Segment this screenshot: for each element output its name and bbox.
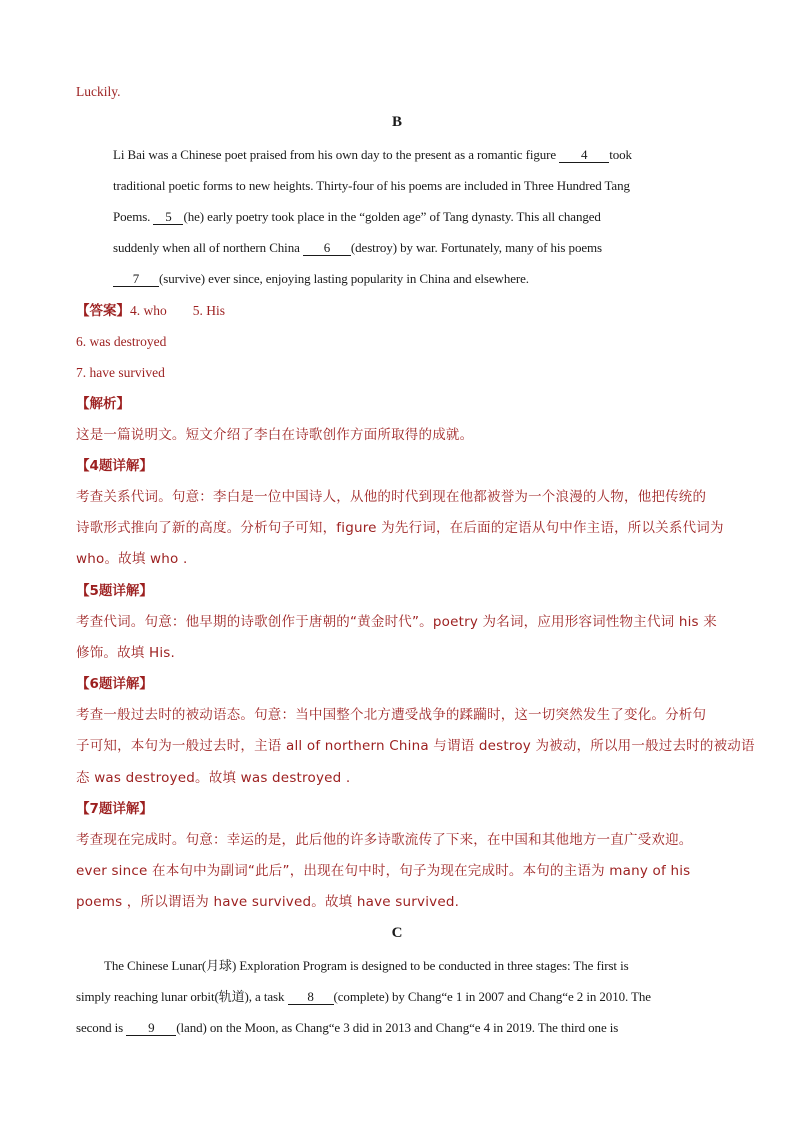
detail-4-tag: 【4题详解】: [76, 458, 153, 474]
blank-4[interactable]: 4: [559, 147, 609, 163]
answer-tag: 【答案】: [76, 303, 130, 319]
passage-b-line-1: [113, 146, 632, 164]
section-b-heading: B: [391, 114, 402, 130]
detail-7-line-2: ever since 在本句中为副词“此后”，出现在句中时，句子为现在完成时。本句的主语为 many of his: [76, 863, 691, 879]
passage-text: simply reaching lunar orbit(轨道), a task: [76, 989, 288, 1004]
passage-text: (destroy) by war. Fortunately, many of his poems: [350, 240, 602, 255]
passage-text: (complete) by Chang“e 1 in 2007 and Chang“e 2 in 2010. The: [333, 989, 651, 1004]
passage-text: took: [609, 147, 632, 162]
detail-6-tag: 【6题详解】: [76, 676, 153, 692]
blank-9[interactable]: 9: [126, 1020, 176, 1036]
passage-b-line-3: [113, 208, 601, 226]
blank-7[interactable]: 7: [113, 271, 159, 287]
passage-c-line-2: [76, 988, 651, 1006]
detail-7-tag: 【7题详解】: [76, 801, 153, 817]
analysis-tag: 【解析】: [76, 396, 130, 412]
passage-b-line-2: [113, 177, 630, 195]
passage-text: (land) on the Moon, as Chang“e 3 did in 2013 and Chang“e 4 in 2019. The third one is: [176, 1020, 619, 1035]
detail-5-tag: 【5题详解】: [76, 583, 153, 599]
passage-c-line-3: [76, 1019, 618, 1037]
detail-4-line-2: 诗歌形式推向了新的高度。分析句子可知，figure 为先行词，在后面的定语从句中作主语，所以关系代词为: [76, 520, 724, 536]
detail-4-line-3: who。故填 who .: [76, 551, 188, 567]
detail-6-line-3: 态 was destroyed。故填 was destroyed .: [76, 770, 351, 786]
detail-7-line-1: 考查现在完成时。句意：幸运的是，此后他的许多诗歌流传了下来，在中国和其他地方一直广受欢迎。: [76, 832, 693, 848]
answer-7: 7. have survived: [76, 365, 165, 380]
detail-5-line-1: 考查代词。句意：他早期的诗歌创作于唐朝的“黄金时代”。poetry 为名词，应用形容词性物主代词 his 来: [76, 614, 717, 630]
intro-fragment: Luckily.: [76, 84, 121, 99]
passage-c-line-1: [104, 957, 629, 975]
analysis-text: 这是一篇说明文。短文介绍了李白在诗歌创作方面所取得的成就。: [76, 427, 474, 443]
detail-5-line-2: 修饰。故填 His.: [76, 645, 176, 661]
passage-text: Poems.: [113, 209, 154, 224]
answer-5: 5. His: [192, 303, 226, 318]
passage-text: The Chinese Lunar(月球) Exploration Program is designed to be conducted in three stages: The first is: [104, 958, 629, 973]
passage-text: suddenly when all of northern China: [113, 240, 303, 255]
passage-text: Li Bai was a Chinese poet praised from his own day to the present as a romantic figure: [113, 147, 560, 162]
passage-text: second is: [76, 1020, 127, 1035]
blank-6[interactable]: 6: [303, 240, 351, 256]
answer-line: [76, 302, 225, 320]
blank-8[interactable]: 8: [288, 989, 334, 1005]
answer-4: 4. who: [130, 303, 167, 318]
detail-4-line-1: 考查关系代词。句意：李白是一位中国诗人，从他的时代到现在他都被誉为一个浪漫的人物，他把传统的: [76, 489, 707, 505]
detail-6-line-1: 考查一般过去时的被动语态。句意：当中国整个北方遭受战争的蹂躏时，这一切突然发生了变化。分析句: [76, 707, 707, 723]
section-c-heading: C: [391, 925, 403, 941]
blank-5[interactable]: 5: [153, 209, 183, 225]
passage-text: (survive) ever since, enjoying lasting popularity in China and elsewhere.: [159, 271, 529, 286]
answer-6: 6. was destroyed: [76, 334, 167, 349]
passage-text: traditional poetic forms to new heights. Thirty-four of his poems are included in Three Hundred Tang: [113, 178, 630, 193]
passage-text: (he) early poetry took place in the “golden age” of Tang dynasty. This all changed: [183, 209, 601, 224]
passage-b-line-4: [113, 239, 602, 257]
passage-b-line-5: [113, 270, 529, 288]
detail-6-line-2: 子可知，本句为一般过去时，主语 all of northern China 与谓语 destroy 为被动，所以用一般过去时的被动语: [76, 738, 755, 754]
detail-7-line-3: poems ，所以谓语为 have survived。故填 have survived.: [76, 894, 460, 910]
